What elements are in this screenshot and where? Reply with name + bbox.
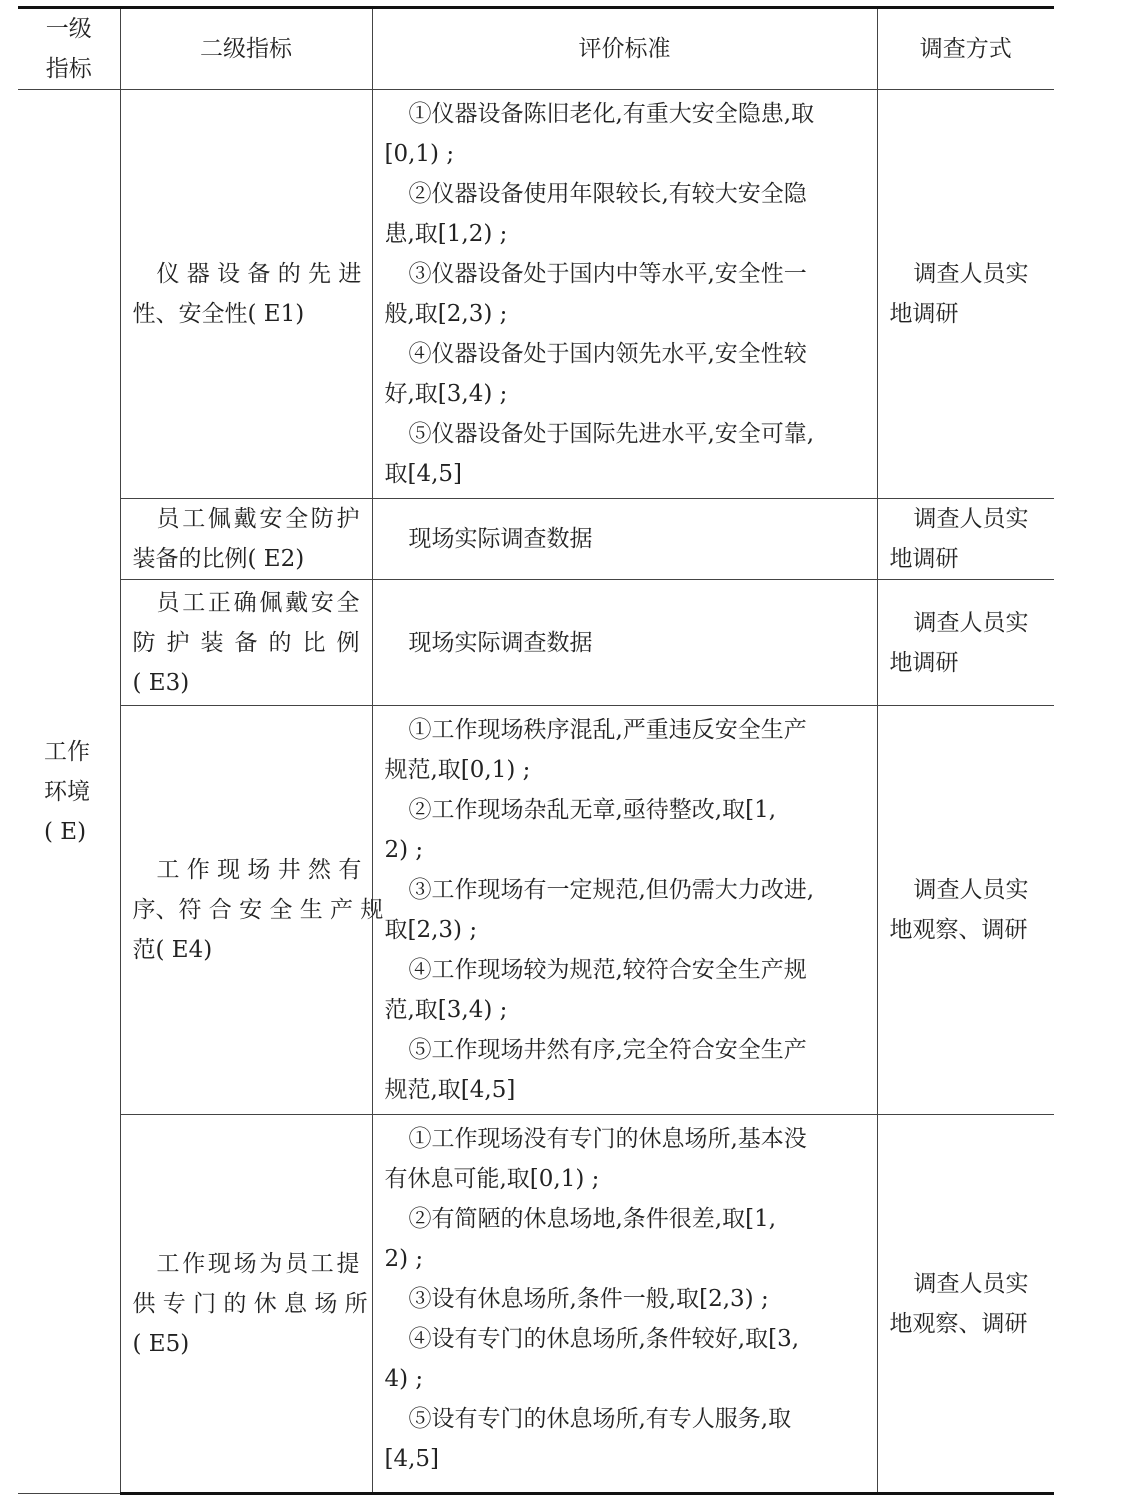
criteria-line: 规范,取[4,5] bbox=[384, 1077, 516, 1103]
header-method: 调查方式 bbox=[877, 8, 1054, 90]
criteria-line: 规范,取[0,1) ; bbox=[384, 757, 531, 783]
indicator-cell bbox=[120, 580, 372, 706]
method-line: 调查人员实 bbox=[913, 506, 1029, 532]
table-row bbox=[18, 580, 1054, 706]
level1-line: ( E) bbox=[44, 818, 87, 845]
criteria-line: 2) ; bbox=[384, 1246, 424, 1272]
criteria-cell bbox=[372, 580, 877, 706]
level1-line: 环境 bbox=[44, 778, 90, 805]
criteria-line: ②有简陋的休息场地,条件很差,取[1, bbox=[408, 1206, 777, 1232]
criteria-line: ②仪器设备使用年限较长,有较大安全隐 bbox=[408, 181, 807, 207]
criteria-line: 现场实际调查数据 bbox=[408, 629, 593, 656]
method-cell bbox=[877, 1115, 1054, 1494]
indicator-line: 工 作 现 场 井 然 有 bbox=[156, 857, 362, 883]
method-line: 地调研 bbox=[889, 649, 959, 676]
level1-line: 工作 bbox=[44, 738, 90, 765]
indicator-line: 员工正确佩戴安全 bbox=[156, 589, 360, 616]
indicator-line: 工作现场为员工提 bbox=[156, 1250, 360, 1277]
indicator-line: 序、符 合 安 全 生 产 规 bbox=[132, 897, 384, 923]
indicator-cell bbox=[120, 706, 384, 1115]
method-cell bbox=[877, 499, 1054, 580]
indicator-line: 供 专 门 的 休 息 场 所 bbox=[132, 1290, 368, 1317]
criteria-line: ④工作现场较为规范,较符合安全生产规 bbox=[408, 957, 807, 983]
indicator-line: 员工佩戴安全防护 bbox=[156, 506, 360, 532]
table-row bbox=[18, 499, 1054, 580]
header-level1-line: 一级 bbox=[45, 16, 92, 42]
method-line: 地调研 bbox=[889, 546, 959, 572]
indicator-line: 装备的比例( E2) bbox=[132, 546, 305, 572]
table-row bbox=[18, 1115, 1054, 1494]
criteria-line: 4) ; bbox=[384, 1366, 424, 1392]
criteria-line: 现场实际调查数据 bbox=[408, 526, 593, 552]
indicator-line: 防 护 装 备 的 比 例 bbox=[132, 629, 360, 656]
indicator-line: ( E5) bbox=[132, 1330, 190, 1357]
indicator-line: ( E3) bbox=[132, 669, 190, 696]
criteria-line: 般,取[2,3) ; bbox=[384, 301, 508, 327]
indicator-cell bbox=[120, 499, 372, 580]
criteria-line: ①仪器设备陈旧老化,有重大安全隐患,取 bbox=[408, 101, 815, 127]
method-line: 调查人员实 bbox=[913, 877, 1029, 903]
level1-cell bbox=[18, 90, 120, 1494]
criteria-line: ⑤仪器设备处于国际先进水平,安全可靠, bbox=[408, 421, 815, 447]
criteria-cell bbox=[372, 1115, 877, 1494]
criteria-line: 2) ; bbox=[384, 837, 424, 863]
method-line: 地调研 bbox=[889, 301, 959, 327]
criteria-line: ④设有专门的休息场所,条件较好,取[3, bbox=[408, 1326, 800, 1352]
criteria-line: 范,取[3,4) ; bbox=[384, 997, 508, 1023]
indicator-line: 范( E4) bbox=[132, 937, 213, 963]
criteria-line: 有休息可能,取[0,1) ; bbox=[384, 1166, 600, 1192]
criteria-line: [0,1) ; bbox=[384, 141, 455, 167]
criteria-line: ③设有休息场所,条件一般,取[2,3) ; bbox=[408, 1286, 769, 1312]
criteria-line: ③仪器设备处于国内中等水平,安全性一 bbox=[408, 261, 807, 287]
criteria-line: ①工作现场没有专门的休息场所,基本没 bbox=[408, 1126, 807, 1152]
method-cell bbox=[877, 90, 1054, 499]
indicator-cell bbox=[120, 1115, 372, 1494]
criteria-line: ②工作现场杂乱无章,亟待整改,取[1, bbox=[408, 797, 777, 823]
criteria-line: 好,取[3,4) ; bbox=[384, 381, 508, 407]
method-line: 调查人员实 bbox=[913, 261, 1029, 287]
header-level1-line: 指标 bbox=[45, 56, 92, 82]
header-level1 bbox=[18, 8, 120, 90]
criteria-line: 患,取[1,2) ; bbox=[384, 221, 508, 247]
table-row bbox=[18, 706, 1054, 1115]
method-cell bbox=[877, 580, 1054, 706]
criteria-cell bbox=[372, 90, 877, 499]
criteria-cell bbox=[372, 706, 877, 1115]
table-row bbox=[18, 90, 1054, 499]
method-line: 地观察、调研 bbox=[889, 1310, 1028, 1337]
criteria-cell bbox=[372, 499, 877, 580]
criteria-line: 取[4,5] bbox=[384, 461, 463, 487]
indicator-line: 仪 器 设 备 的 先 进 bbox=[156, 261, 362, 287]
criteria-line: 取[2,3) ; bbox=[384, 917, 478, 943]
header-criteria: 评价标准 bbox=[372, 8, 877, 90]
indicator-line: 性、安全性( E1) bbox=[132, 301, 305, 327]
criteria-line: ⑤设有专门的休息场所,有专人服务,取 bbox=[408, 1406, 792, 1432]
table-header-row bbox=[18, 8, 1054, 90]
header-level2: 二级指标 bbox=[120, 8, 372, 90]
method-cell bbox=[877, 706, 1054, 1115]
criteria-line: ①工作现场秩序混乱,严重违反安全生产 bbox=[408, 717, 807, 743]
method-line: 调查人员实 bbox=[913, 609, 1029, 636]
method-line: 调查人员实 bbox=[913, 1270, 1029, 1297]
evaluation-table bbox=[18, 6, 1054, 1495]
indicator-cell bbox=[120, 90, 372, 499]
criteria-line: ④仪器设备处于国内领先水平,安全性较 bbox=[408, 341, 807, 367]
criteria-line: ③工作现场有一定规范,但仍需大力改进, bbox=[408, 877, 815, 903]
criteria-line: ⑤工作现场井然有序,完全符合安全生产 bbox=[408, 1037, 807, 1063]
method-line: 地观察、调研 bbox=[889, 917, 1028, 943]
criteria-line: [4,5] bbox=[384, 1446, 440, 1472]
